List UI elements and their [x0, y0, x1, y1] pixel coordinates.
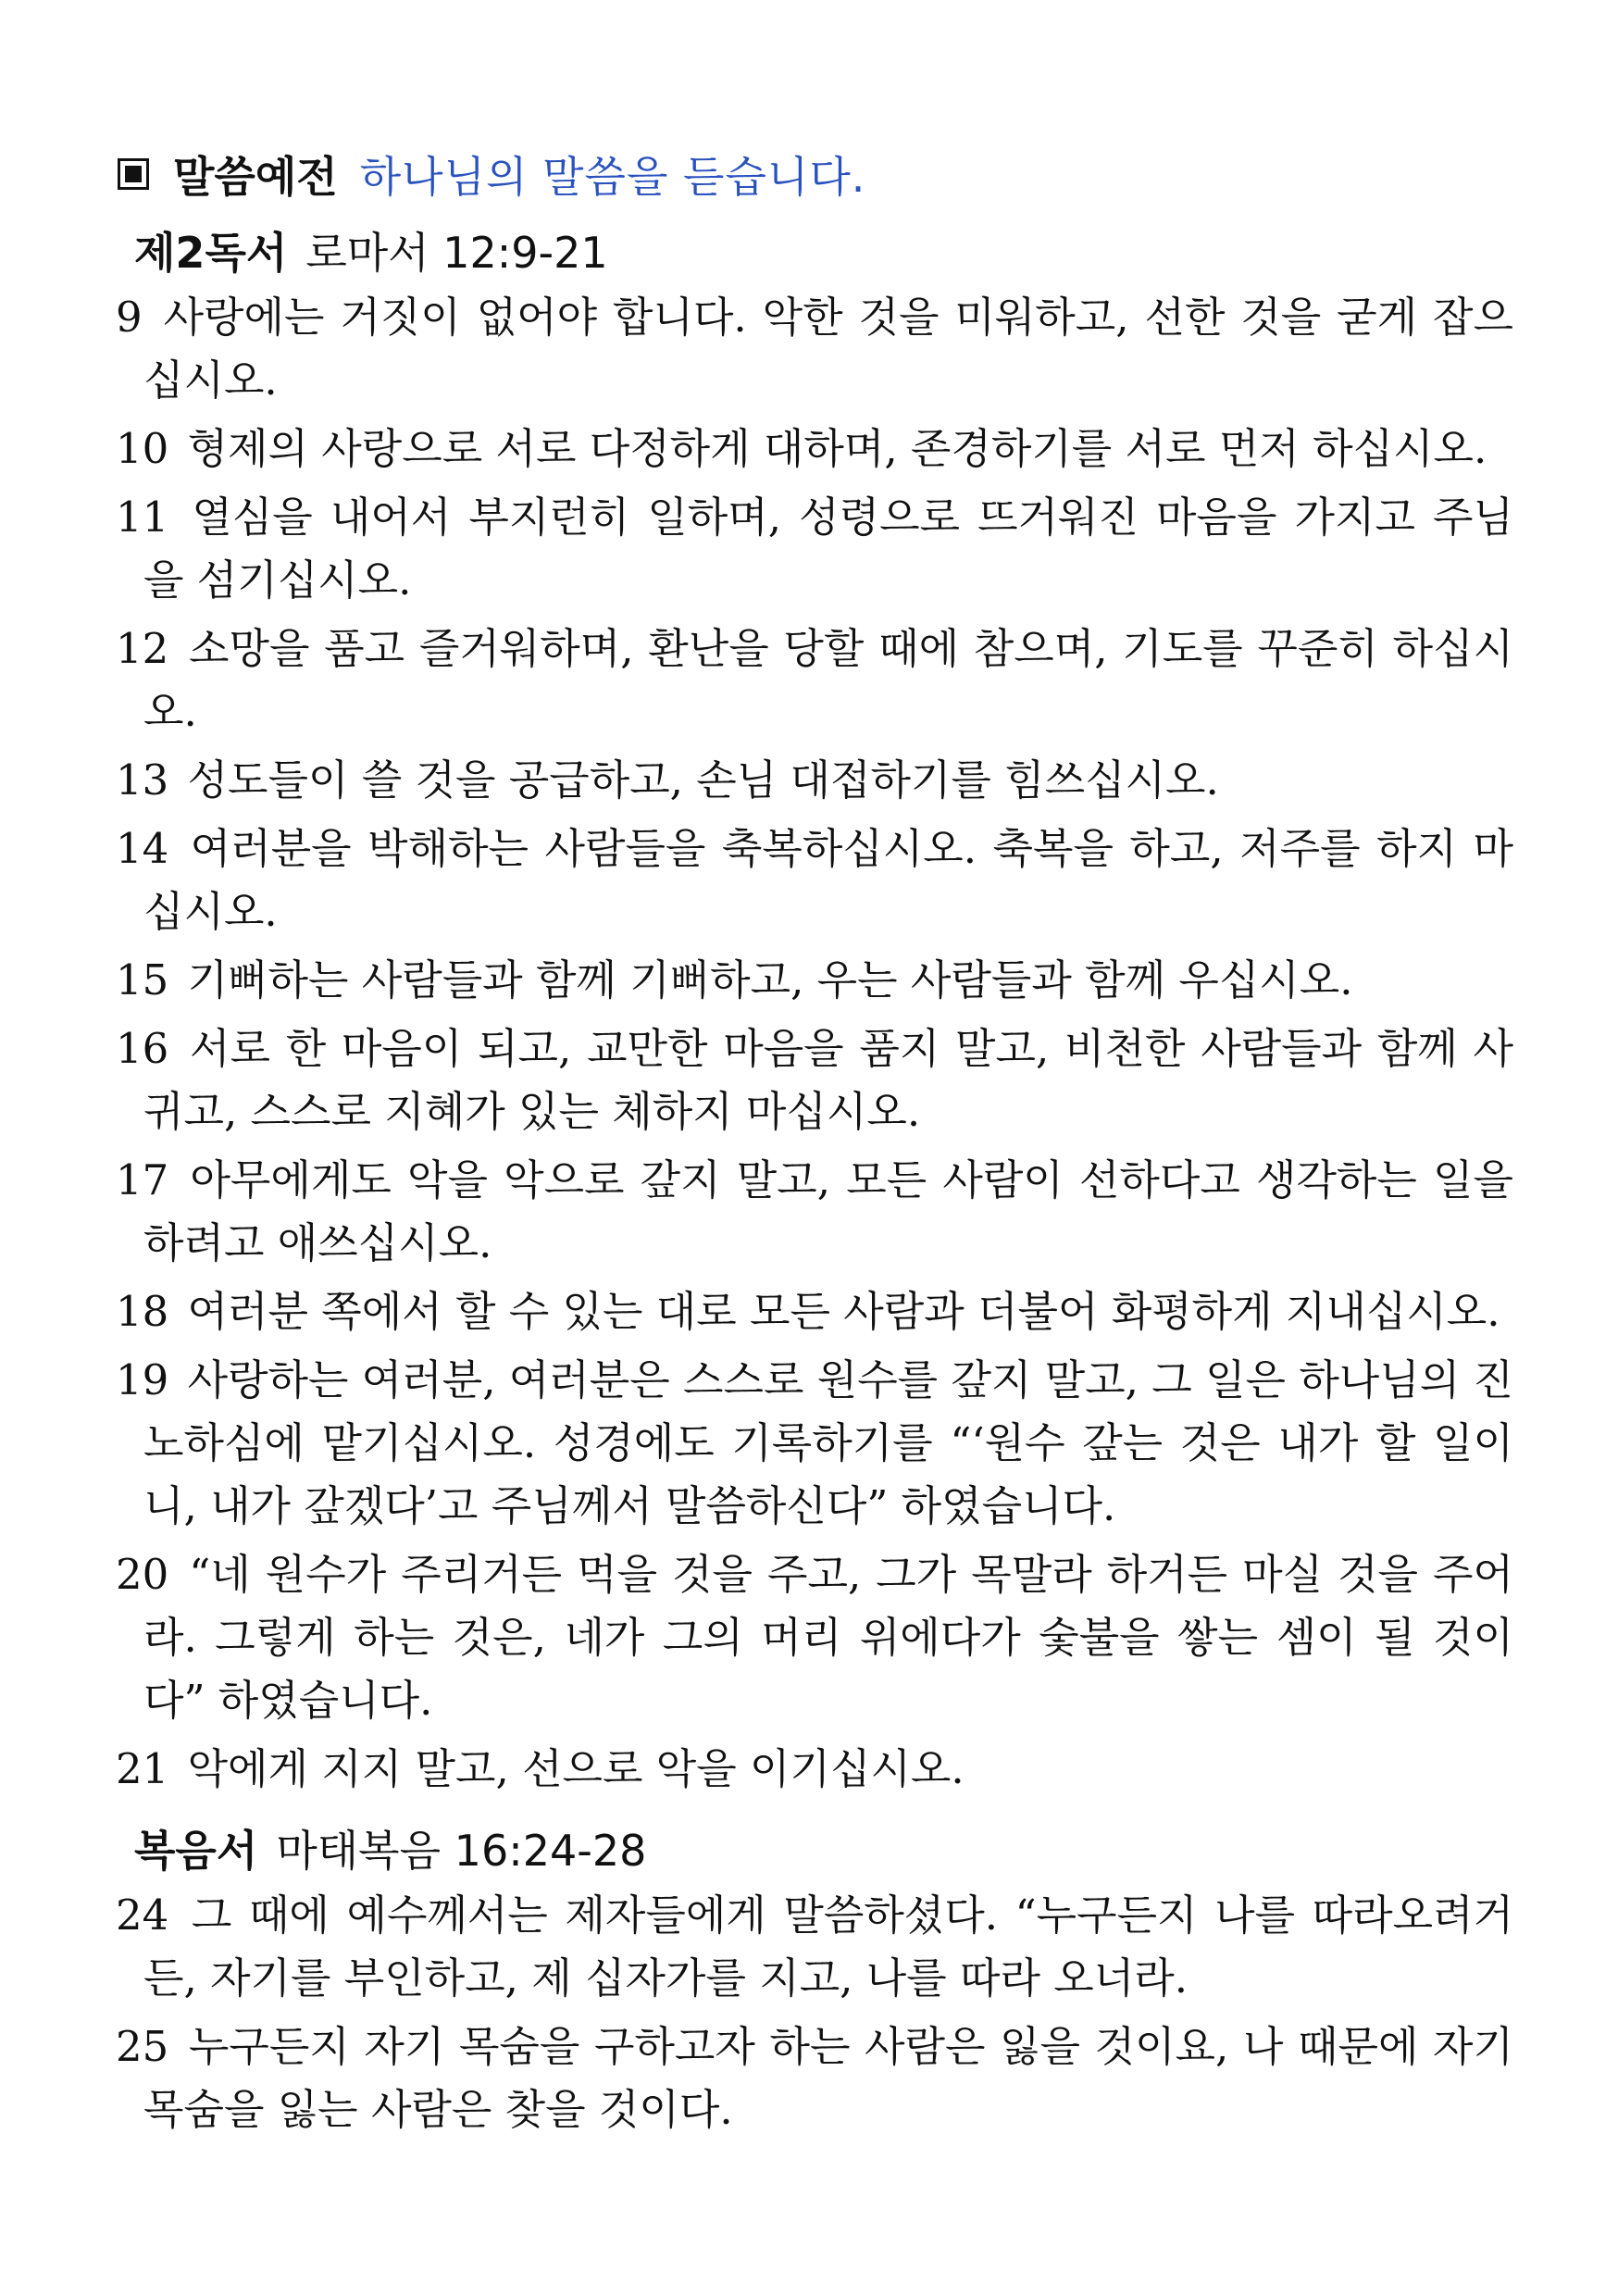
- reading-label: 제2독서: [134, 228, 288, 278]
- verse: [116, 2015, 1513, 2141]
- verse-text: “네 원수가 주리거든 먹을 것을 주고, 그가 목말라 하거든 마실 것을 주어라. 그렇게 하는 것은, 네가 그의 머리 위에다가 숯불을 쌓는 셈이 될 것이다” 하였습니다.: [143, 1550, 1513, 1725]
- verse-text: 기뻐하는 사람들과 함께 기뻐하고, 우는 사람들과 함께 우십시오.: [187, 955, 1353, 1004]
- verse-number: 14: [116, 824, 169, 873]
- verse: [116, 1017, 1513, 1143]
- section-header: [116, 134, 1513, 214]
- verse: [116, 1280, 1513, 1343]
- section-title: 말씀예전: [173, 152, 338, 202]
- verse: [116, 1349, 1513, 1538]
- verse: [116, 286, 1513, 412]
- verse-text: 소망을 품고 즐거워하며, 환난을 당할 때에 참으며, 기도를 꾸준히 하십시오.: [143, 624, 1513, 736]
- verse-number: 9: [116, 293, 143, 342]
- verse: [116, 949, 1513, 1012]
- verse-text: 형제의 사랑으로 서로 다정하게 대하며, 존경하기를 서로 먼저 하십시오.: [187, 424, 1487, 473]
- verse-text: 성도들이 쓸 것을 공급하고, 손님 대접하기를 힘쓰십시오.: [187, 755, 1219, 805]
- verse-number: 17: [116, 1155, 169, 1204]
- reading-label: 복음서: [134, 1826, 258, 1876]
- verse-number: 21: [116, 1744, 169, 1793]
- verse-text: 여러분 쪽에서 할 수 있는 대로 모든 사람과 더불어 화평하게 지내십시오.: [187, 1287, 1500, 1336]
- verse-text: 사랑에는 거짓이 없어야 합니다. 악한 것을 미워하고, 선한 것을 굳게 잡으십시오.: [143, 293, 1513, 405]
- verse-number: 12: [116, 624, 169, 673]
- verse: [116, 418, 1513, 480]
- verse-number: 13: [116, 755, 169, 805]
- verse-number: 10: [116, 424, 169, 473]
- reading-header-gospel: [116, 1817, 1513, 1884]
- verse: [116, 486, 1513, 612]
- section-subtitle: 하나님의 말씀을 듣습니다.: [359, 152, 866, 202]
- verse: [116, 1149, 1513, 1275]
- verse-text: 사랑하는 여러분, 여러분은 스스로 원수를 갚지 말고, 그 일은 하나님의 진노하심에 맡기십시오. 성경에도 기록하기를 “‘원수 갚는 것은 내가 할 일이니, 내가 갚겠다’고 주님께서 말씀하신다” 하였습니다.: [143, 1355, 1513, 1530]
- verse: [116, 1738, 1513, 1801]
- verse-number: 11: [116, 493, 169, 542]
- verse-number: 20: [116, 1550, 169, 1599]
- reading-reference: 로마서 12:9-21: [305, 228, 608, 278]
- verse-text: 여러분을 박해하는 사람들을 축복하십시오. 축복을 하고, 저주를 하지 마십시오.: [143, 824, 1513, 936]
- document-page: [116, 134, 1513, 2147]
- verse: [116, 618, 1513, 743]
- verse-text: 열심을 내어서 부지런히 일하며, 성령으로 뜨거워진 마음을 가지고 주님을 섬기십시오.: [143, 493, 1513, 605]
- verse-number: 16: [116, 1024, 169, 1073]
- verse: [116, 749, 1513, 812]
- reading-reference: 마태복음 16:24-28: [276, 1826, 647, 1876]
- square-bullet-icon: [118, 158, 149, 190]
- verse-text: 누구든지 자기 목숨을 구하고자 하는 사람은 잃을 것이요, 나 때문에 자기 목숨을 잃는 사람은 찾을 것이다.: [143, 2022, 1513, 2134]
- verse-number: 15: [116, 955, 169, 1004]
- verse-text: 그 때에 예수께서는 제자들에게 말씀하셨다. “누구든지 나를 따라오려거든, 자기를 부인하고, 제 십자가를 지고, 나를 따라 오너라.: [143, 1890, 1513, 2003]
- verse: [116, 817, 1513, 943]
- verse: [116, 1543, 1513, 1732]
- verse-text: 서로 한 마음이 되고, 교만한 마음을 품지 말고, 비천한 사람들과 함께 사귀고, 스스로 지혜가 있는 체하지 마십시오.: [143, 1024, 1513, 1136]
- verse-text: 아무에게도 악을 악으로 갚지 말고, 모든 사람이 선하다고 생각하는 일을 하려고 애쓰십시오.: [143, 1155, 1513, 1267]
- reading-header-second-lesson: [116, 219, 1513, 286]
- verse: [116, 1884, 1513, 2010]
- verse-text: 악에게 지지 말고, 선으로 악을 이기십시오.: [187, 1744, 965, 1793]
- verse-number: 24: [116, 1890, 169, 1940]
- verse-number: 25: [116, 2022, 169, 2071]
- verse-number: 18: [116, 1287, 169, 1336]
- verse-number: 19: [116, 1355, 169, 1404]
